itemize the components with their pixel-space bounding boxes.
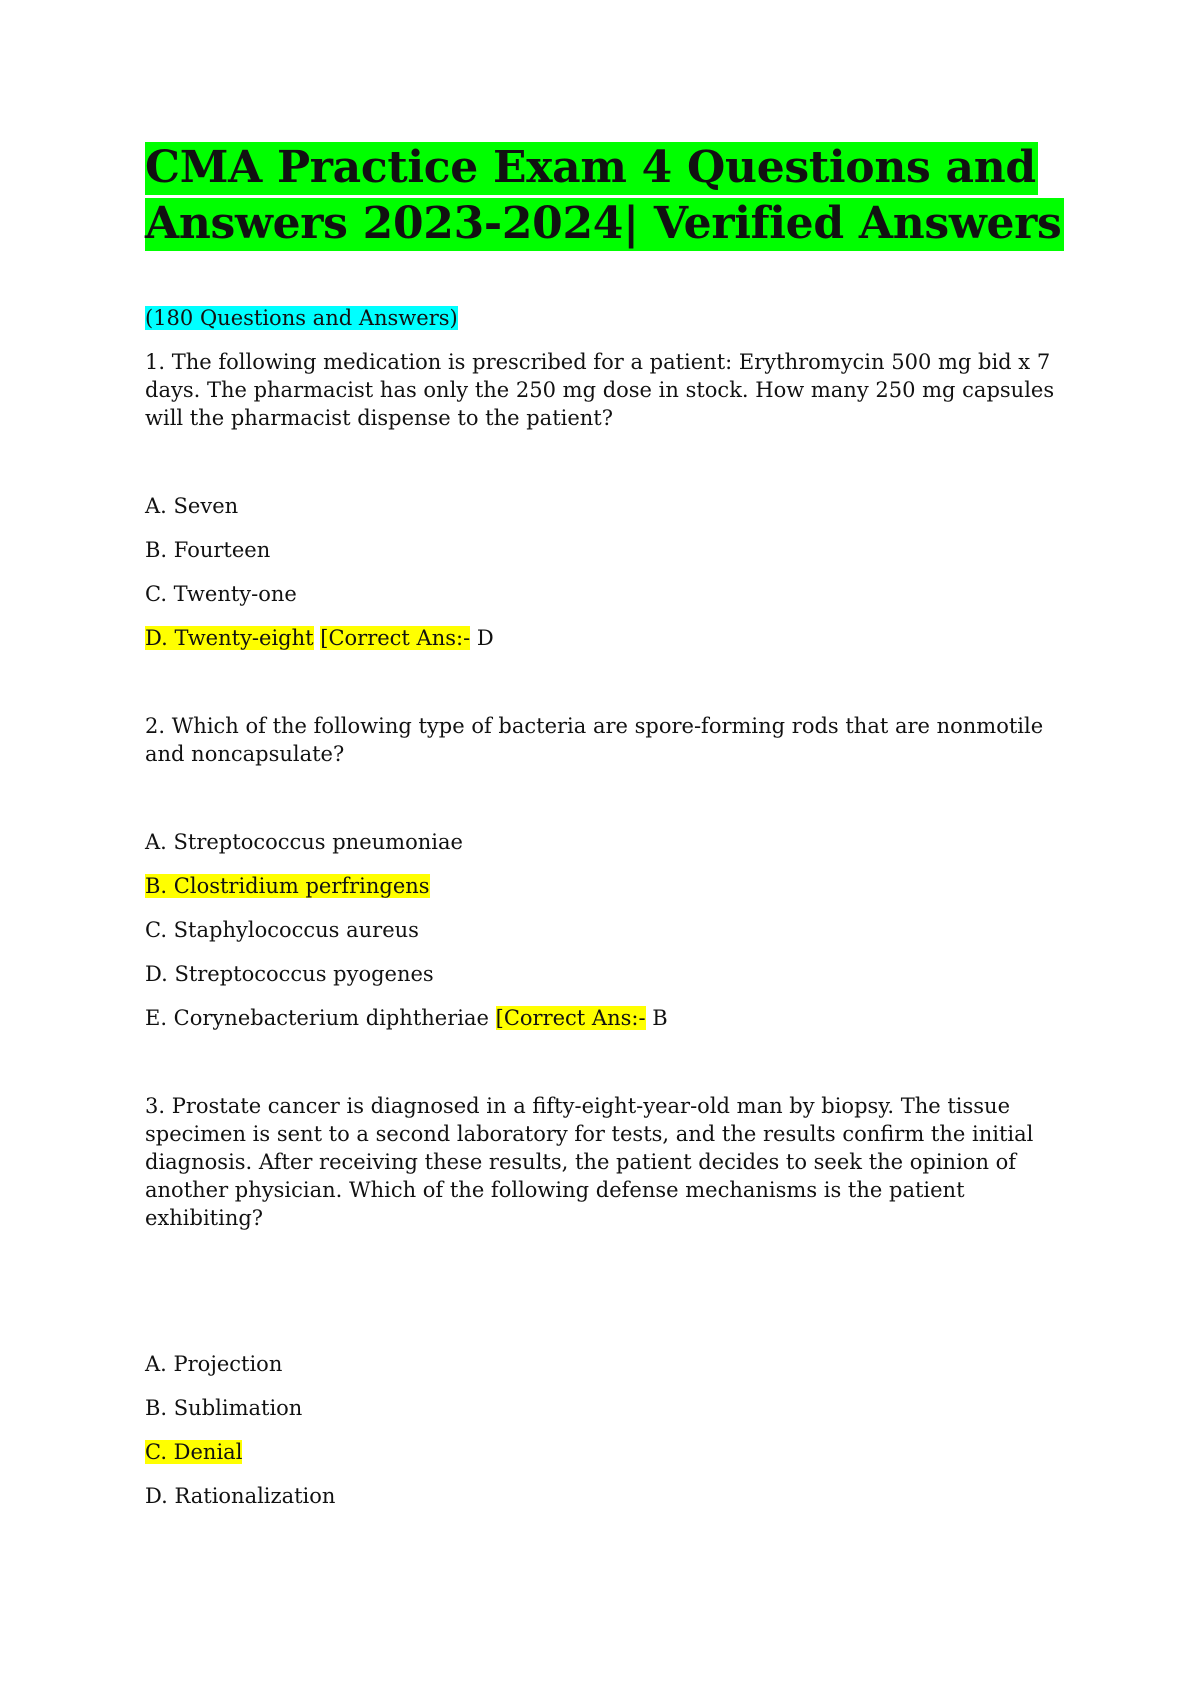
- question-count-subtitle: [145, 304, 1075, 332]
- option-1b: B. Fourteen: [145, 538, 271, 562]
- question-3: [145, 1092, 1075, 1510]
- document-title: [145, 140, 1075, 252]
- question-3-options: [145, 1350, 1075, 1510]
- option-2b-text: B. Clostridium perfringens: [145, 874, 430, 898]
- option-1c: C. Twenty-one: [145, 582, 297, 606]
- option-2a: A. Streptococcus pneumoniae: [145, 830, 463, 854]
- option-2d: D. Streptococcus pyogenes: [145, 962, 434, 986]
- option-3c: [145, 1438, 1075, 1466]
- title-line-2: Answers 2023-2024| Verified Answers: [145, 198, 1062, 249]
- option-1a: A. Seven: [145, 494, 239, 518]
- document-content: [145, 140, 1075, 1526]
- question-2: [145, 712, 1075, 1032]
- subtitle-text: (180 Questions and Answers): [145, 306, 458, 330]
- option-1d-text: D. Twenty-eight: [145, 626, 314, 650]
- option-1d: [145, 624, 1075, 652]
- option-2e: [145, 1004, 1075, 1032]
- answer-label-1: [Correct Ans:-: [320, 626, 471, 650]
- answer-value-2: B: [652, 1006, 668, 1030]
- option-3b: B. Sublimation: [145, 1396, 303, 1420]
- option-3d: D. Rationalization: [145, 1484, 336, 1508]
- question-1: [145, 348, 1075, 652]
- answer-value-1: D: [476, 626, 494, 650]
- question-1-text: 1. The following medication is prescribed for a patient: Erythromycin 500 mg bid x 7 days. The pharmacist has only the 250 mg dose in stock. How many 250 mg capsules will the pharmacist dispense to the patient?: [145, 350, 1055, 430]
- question-2-options: [145, 828, 1075, 1032]
- question-3-text: 3. Prostate cancer is diagnosed in a fifty-eight-year-old man by biopsy. The tissue specimen is sent to a second laboratory for tests, and the results confirm the initial diagnosis. After receiving these results, the patient decides to seek the opinion of another physician. Which of the following defense mechanisms is the patient exhibiting?: [145, 1094, 1034, 1230]
- option-2e-text: E. Corynebacterium diphtheriae: [145, 1006, 489, 1030]
- option-2c: C. Staphylococcus aureus: [145, 918, 419, 942]
- title-line-1: CMA Practice Exam 4 Questions and: [145, 142, 1036, 193]
- option-3a: A. Projection: [145, 1352, 283, 1376]
- answer-label-2: [Correct Ans:-: [495, 1006, 646, 1030]
- option-2b: [145, 872, 1075, 900]
- question-1-options: [145, 492, 1075, 652]
- option-3c-text: C. Denial: [145, 1440, 243, 1464]
- question-2-text: 2. Which of the following type of bacteria are spore-forming rods that are nonmotile and noncapsulate?: [145, 714, 1044, 766]
